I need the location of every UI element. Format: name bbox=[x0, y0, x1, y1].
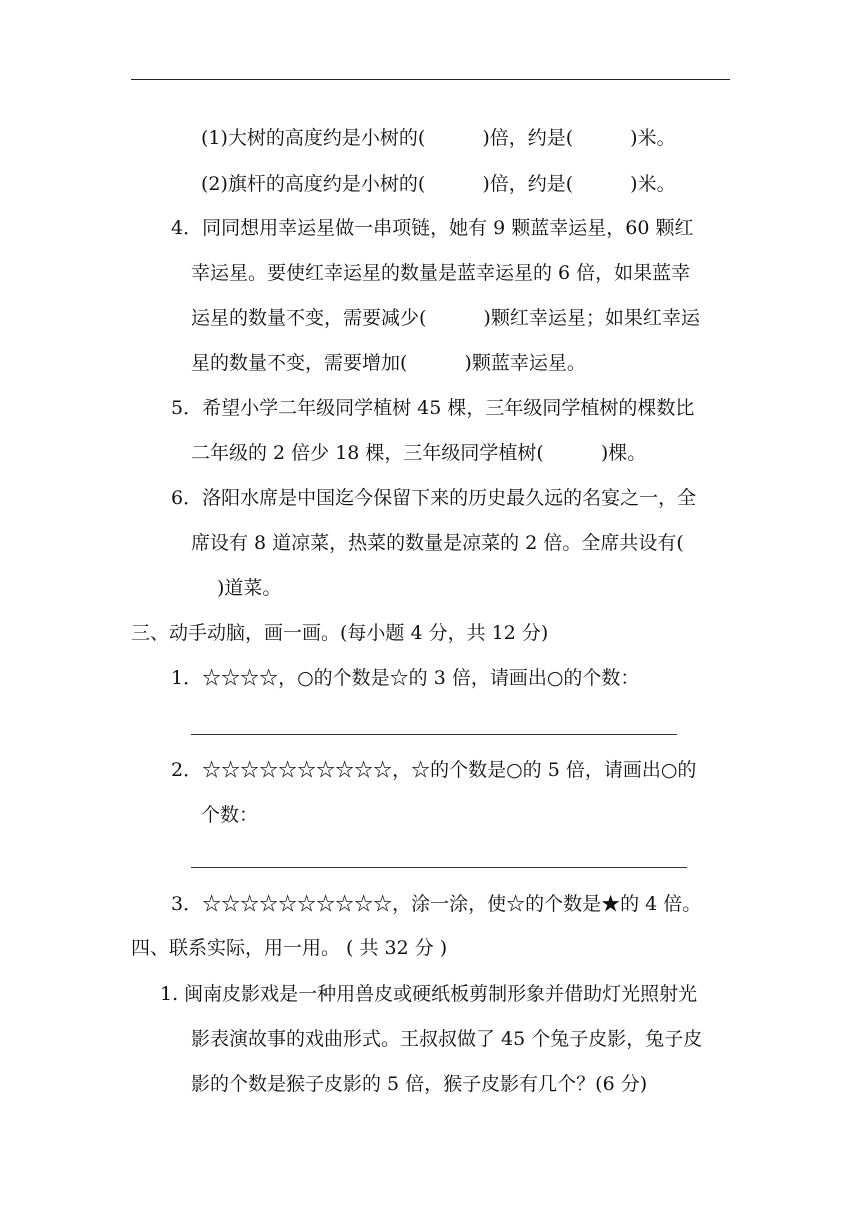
section-3-heading: 三、动手动脑，画一画。(每小题 4 分，共 12 分) bbox=[131, 622, 549, 644]
q4-line4: 星的数量不变，需要增加( )颗蓝幸运星。 bbox=[191, 352, 586, 374]
s3-q1: 1．☆☆☆☆，○的个数是☆的 3 倍，请画出○的个数： bbox=[171, 667, 640, 689]
s3-q1-answer-line bbox=[191, 734, 677, 735]
q4-line3: 运星的数量不变，需要减少( )颗红幸运星；如果红幸运 bbox=[191, 307, 700, 329]
q6-line1: 6．洛阳水席是中国迄今保留下来的历史最久远的名宴之一，全 bbox=[171, 487, 697, 509]
q4-line1: 4．同同想用幸运星做一串项链，她有 9 颗蓝幸运星，60 颗红 bbox=[171, 217, 694, 239]
s4-q1-line3: 影的个数是猴子皮影的 5 倍，猴子皮影有几个？(6 分) bbox=[191, 1073, 648, 1095]
s3-q2-answer-line bbox=[191, 867, 687, 868]
q6-line3: )道菜。 bbox=[217, 577, 282, 599]
q5-line2: 二年级的 2 倍少 18 棵，三年级同学植树( )棵。 bbox=[191, 442, 647, 464]
q4-line2: 幸运星。要使红幸运星的数量是蓝幸运星的 6 倍，如果蓝幸 bbox=[191, 262, 691, 284]
section-4-heading: 四、联系实际，用一用。 ( 共 32 分 ) bbox=[131, 937, 448, 959]
q5-line1: 5．希望小学二年级同学植树 45 棵，三年级同学植树的棵数比 bbox=[171, 397, 695, 419]
s3-q2-line2: 个数： bbox=[201, 804, 259, 826]
q3-sub2: (2)旗杆的高度约是小树的( )倍，约是( )米。 bbox=[201, 173, 676, 195]
s4-q1-line1: 1. 闽南皮影戏是一种用兽皮或硬纸板剪制形象并借助灯光照射光 bbox=[160, 983, 698, 1005]
s3-q3: 3．☆☆☆☆☆☆☆☆☆☆，涂一涂，使☆的个数是★的 4 倍。 bbox=[171, 893, 702, 915]
q6-line2: 席设有 8 道凉菜，热菜的数量是凉菜的 2 倍。全席共设有( bbox=[191, 532, 684, 554]
s3-q2-line1: 2．☆☆☆☆☆☆☆☆☆☆，☆的个数是○的 5 倍，请画出○的 bbox=[171, 759, 697, 781]
q3-sub1: (1)大树的高度约是小树的( )倍，约是( )米。 bbox=[201, 127, 676, 149]
header-rule bbox=[131, 79, 730, 80]
s4-q1-line2: 影表演故事的戏曲形式。王叔叔做了 45 个兔子皮影，兔子皮 bbox=[191, 1028, 703, 1050]
